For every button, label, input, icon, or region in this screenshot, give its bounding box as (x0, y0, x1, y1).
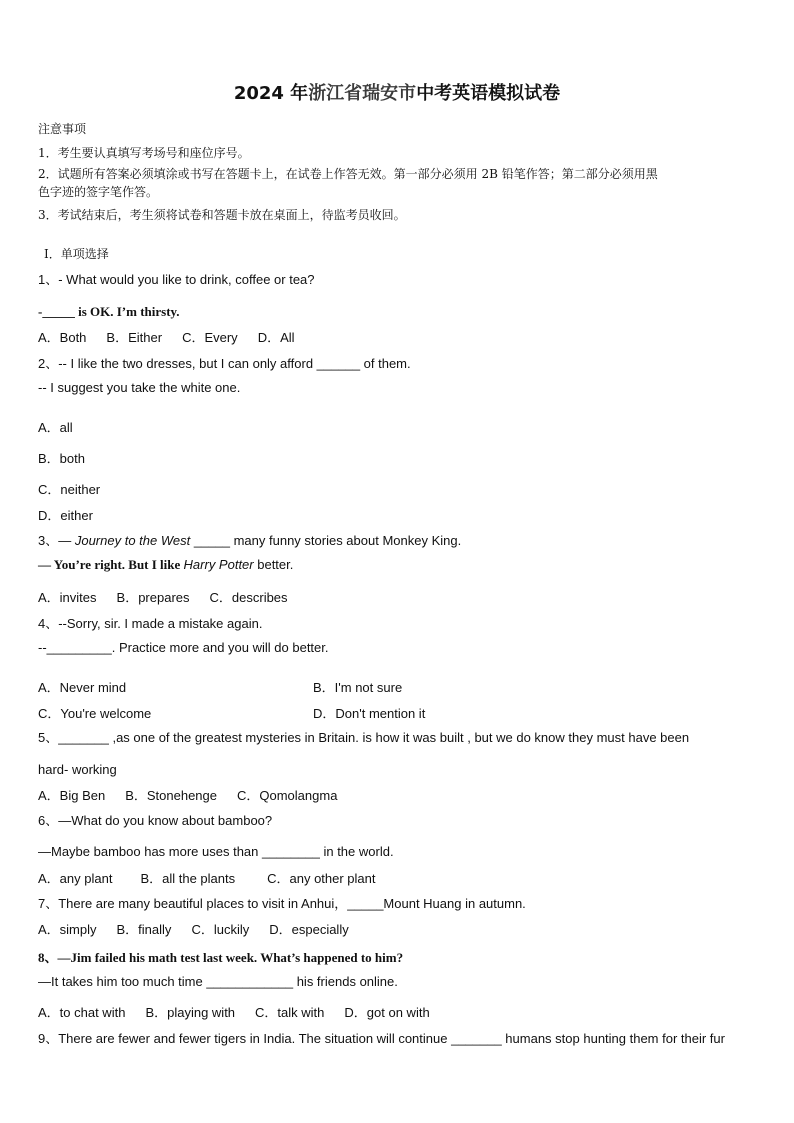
note-2: 2．试题所有答案必须填涂或书写在答题卡上，在试卷上作答无效。第一部分必须用 2B 铅笔作答；第二部分必须用黑 (38, 167, 658, 181)
q3-reply-pre: — You’re right. But I like (38, 557, 184, 572)
q7-options (38, 921, 349, 939)
q2-option-c[interactable]: C．neither (38, 482, 101, 497)
q8-option-d[interactable]: D．got on with (344, 1005, 430, 1020)
q3-stem (38, 532, 461, 550)
q3-options (38, 589, 288, 607)
q4-stem: 4、--Sorry, sir. I made a mistake again. (38, 616, 263, 631)
q1-option-a[interactable]: A．Both (38, 330, 87, 345)
q9-stem: 9、There are fewer and fewer tigers in India. The situation will continue _______ humans stop hunting them for their fur (38, 1031, 725, 1046)
q1-option-b[interactable]: B．Either (106, 330, 163, 345)
q7-stem: 7、There are many beautiful places to visit in Anhui，_____Mount Huang in autumn. (38, 896, 526, 911)
q6-reply: —Maybe bamboo has more uses than ________ in the world. (38, 844, 394, 859)
section-heading: Ⅰ．单项选择 (44, 247, 109, 261)
note-3: 3．考试结束后，考生须将试卷和答题卡放在桌面上，待监考员收回。 (38, 208, 406, 222)
q7-option-c[interactable]: C．luckily (191, 922, 250, 937)
q3-option-a[interactable]: A．invites (38, 590, 97, 605)
q8-option-a[interactable]: A．to chat with (38, 1005, 126, 1020)
q1-options (38, 329, 295, 347)
q3-reply-post: better. (253, 557, 294, 572)
note-1: 1．考生要认真填写考场号和座位序号。 (38, 146, 250, 160)
q8-option-c[interactable]: C．talk with (255, 1005, 325, 1020)
note-2-cont: 色字迹的签字笔作答。 (38, 185, 159, 199)
q7-option-a[interactable]: A．simply (38, 922, 97, 937)
notes-heading: 注意事项 (38, 122, 87, 136)
q2-reply: -- I suggest you take the white one. (38, 380, 241, 395)
q1-reply: -_____ is OK. I’m thirsty. (38, 304, 180, 319)
q6-option-a[interactable]: A．any plant (38, 871, 113, 886)
q8-reply: —It takes him too much time ____________ his friends online. (38, 974, 398, 989)
q2-option-b[interactable]: B．both (38, 451, 85, 466)
q4-option-c[interactable]: C．You're welcome (38, 706, 152, 721)
q3-book-title: Journey to the West (74, 533, 191, 548)
q7-option-d[interactable]: D．especially (269, 922, 349, 937)
q6-options (38, 870, 376, 888)
q4-option-a[interactable]: A．Never mind (38, 680, 127, 695)
q5-stem-cont: hard- working (38, 762, 117, 777)
q2-stem: 2、-- I like the two dresses, but I can only afford ______ of them. (38, 356, 411, 371)
q8-stem: 8、—Jim failed his math test last week. What’s happened to him? (38, 950, 404, 965)
q3-num: 3、— (38, 533, 75, 548)
q6-option-c[interactable]: C．any other plant (267, 871, 376, 886)
q5-option-b[interactable]: B．Stonehenge (125, 788, 217, 803)
q7-option-b[interactable]: B．finally (116, 922, 172, 937)
q3-option-b[interactable]: B．prepares (116, 590, 190, 605)
q3-stem-rest: _____ many funny stories about Monkey King. (190, 533, 462, 548)
page-title (0, 82, 794, 106)
q2-option-a[interactable]: A．all (38, 420, 73, 435)
title-region: 浙江省瑞安市 (308, 83, 417, 104)
q4-option-b[interactable]: B．I'm not sure (313, 680, 403, 695)
q5-stem: 5、_______ ,as one of the greatest mysteries in Britain. is how it was built , but we do know they must have been (38, 730, 690, 745)
q6-stem: 6、—What do you know about bamboo? (38, 813, 273, 828)
q4-option-d[interactable]: D．Don't mention it (313, 706, 426, 721)
q6-option-b[interactable]: B．all the plants (140, 871, 236, 886)
title-exam: 中考英语模拟试卷 (416, 83, 561, 104)
q5-option-a[interactable]: A．Big Ben (38, 788, 106, 803)
q8-option-b[interactable]: B．playing with (145, 1005, 236, 1020)
q1-option-c[interactable]: C．Every (182, 330, 238, 345)
q3-reply (38, 556, 293, 574)
q5-options (38, 787, 337, 805)
q1-stem: 1、- What would you like to drink, coffee or tea? (38, 272, 315, 287)
title-year: 2024 年 (233, 83, 309, 104)
q3-book-title-2: Harry Potter (183, 557, 254, 572)
q8-options (38, 1004, 430, 1022)
q1-option-d[interactable]: D．All (257, 330, 295, 345)
q5-option-c[interactable]: C．Qomolangma (237, 788, 338, 803)
q2-option-d[interactable]: D．either (38, 508, 93, 523)
q4-reply: --_________. Practice more and you will do better. (38, 640, 329, 655)
q3-option-c[interactable]: C．describes (209, 590, 288, 605)
